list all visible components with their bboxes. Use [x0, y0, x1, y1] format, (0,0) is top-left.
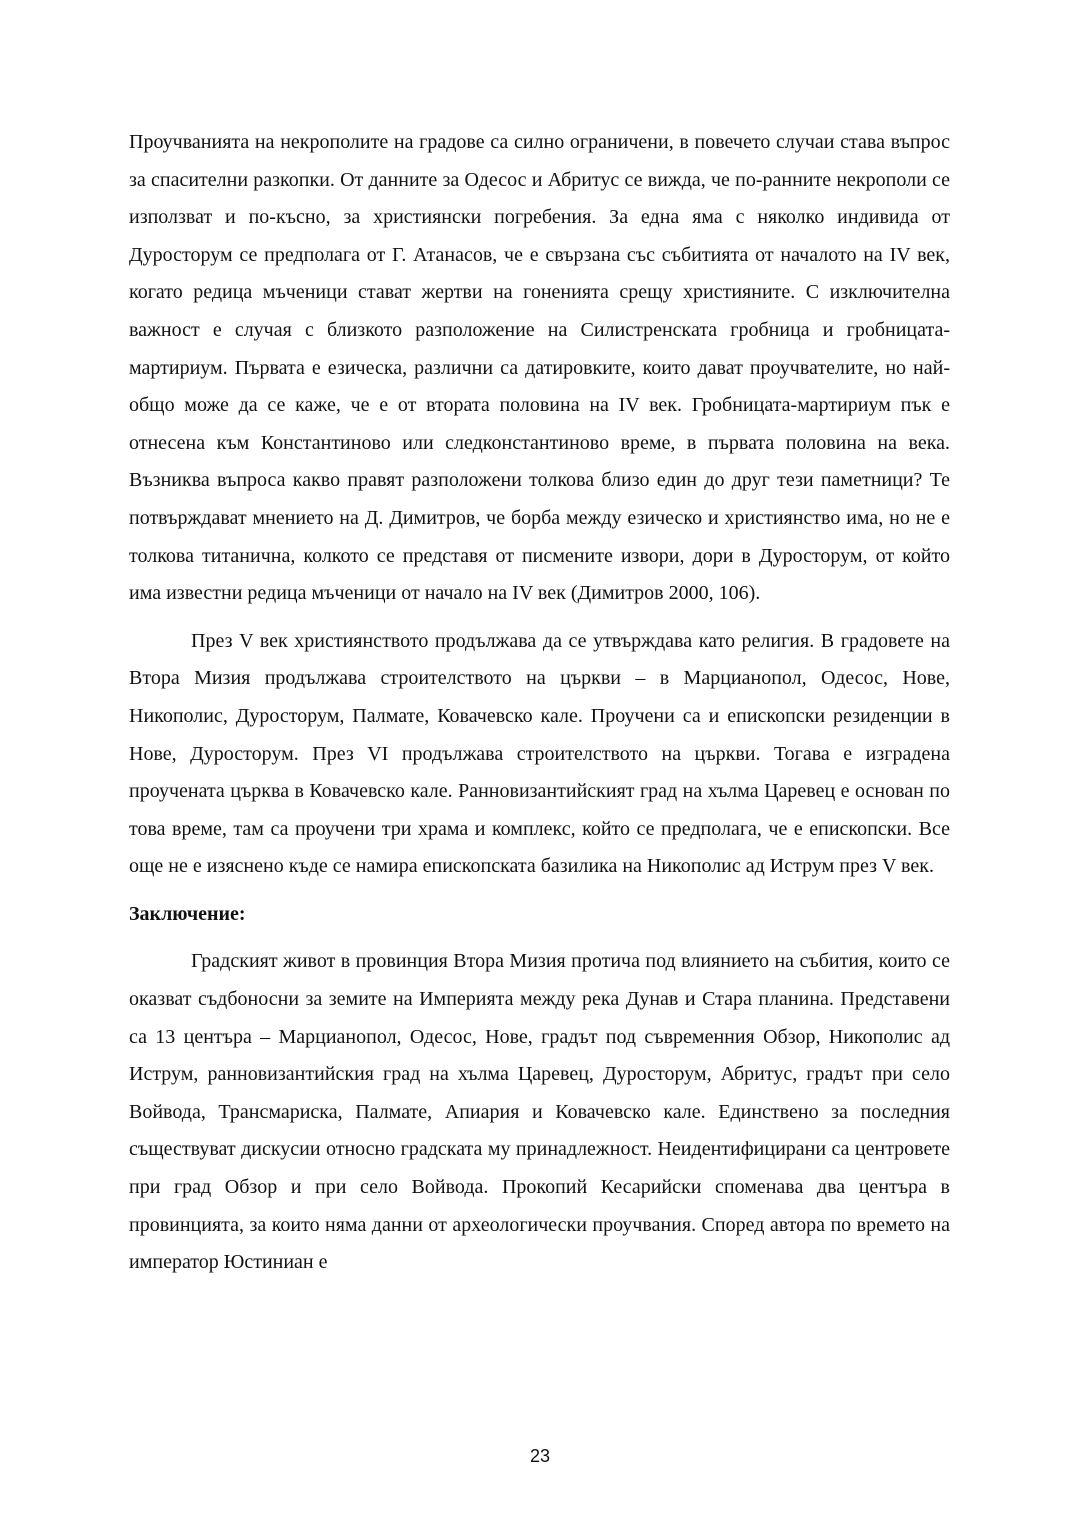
page-number: 23	[529, 1446, 551, 1466]
section-heading-conclusion: Заключение:	[129, 902, 246, 925]
paragraph-necropolises: Проучванията на некрополите на градове са силно ограничени, в повечето случаи става въпрос за спасителни разкопки. От данните за Одесос и Абритус се вижда, че по-ранните некрополи се използват и по-късно, за християнски погребения. За една яма с няколко индивида от Дуросторум се предполага от Г. Атанасов, че е свързана със събитията от началото на IV век, когато редица мъченици стават жертви на гоненията срещу християните. С изключителна важност е случая с близкото разположение на Силистренската гробница и гробницата-мартириум. Първата е езическа, различни са датировките, които дават проучвателите, но най-общо може да се каже, че е от втората половина на IV век. Гробницата-мартириум пък е отнесена към Константиново или следконстантиново време, в първата половина на века. Възниква въпроса какво правят разположени толкова близо един до друг тези паметници? Те потвърждават мнението на Д. Димитров, че борба между езическо и християнство има, но не е толкова титанична, колкото се представя от писмените извори, дори в Дуросторум, от който има известни редица мъченици от начало на IV век (Димитров 2000, 106).	[129, 131, 950, 605]
document-body	[129, 124, 950, 1282]
paragraph-conclusion: Градският живот в провинция Втора Мизия протича под влиянието на събития, които се оказват съдбоносни за земите на Империята между река Дунав и Стара планина. Представени са 13 центъра – Марцианопол, Одесос, Нове, градът под съвременния Обзор, Никополис ад Иструм, ранновизантийския град на хълма Царевец, Дуросторум, Абритус, градът при село Войвода, Трансмариска, Палмате, Апиария и Ковачевско кале. Единствено за последния съществуват дискусии относно градската му принадлежност. Неидентифицирани са центровете при град Обзор и при село Войвода. Прокопий Кесарийски споменава два центъра в провинцията, за които няма данни от археологически проучвания. Според автора по времето на император Юстиниан е	[129, 950, 950, 1274]
paragraph-christianity-fifth-century: През V век християнството продължава да се утвърждава като религия. В градовете на Втора Мизия продължава строителството на църкви – в Марцианопол, Одесос, Нове, Никополис, Дуросторум, Палмате, Ковачевско кале. Проучени са и епископски резиденции в Нове, Дуросторум. През VI продължава строителството на църкви. Тогава е изградена проучената църква в Ковачевско кале. Ранновизантийският град на хълма Царевец е основан по това време, там са проучени три храма и комплекс, който се предполага, че е епископски. Все още не е изяснено къде се намира епископската базилика на Никополис ад Иструм през V век.	[129, 629, 950, 878]
